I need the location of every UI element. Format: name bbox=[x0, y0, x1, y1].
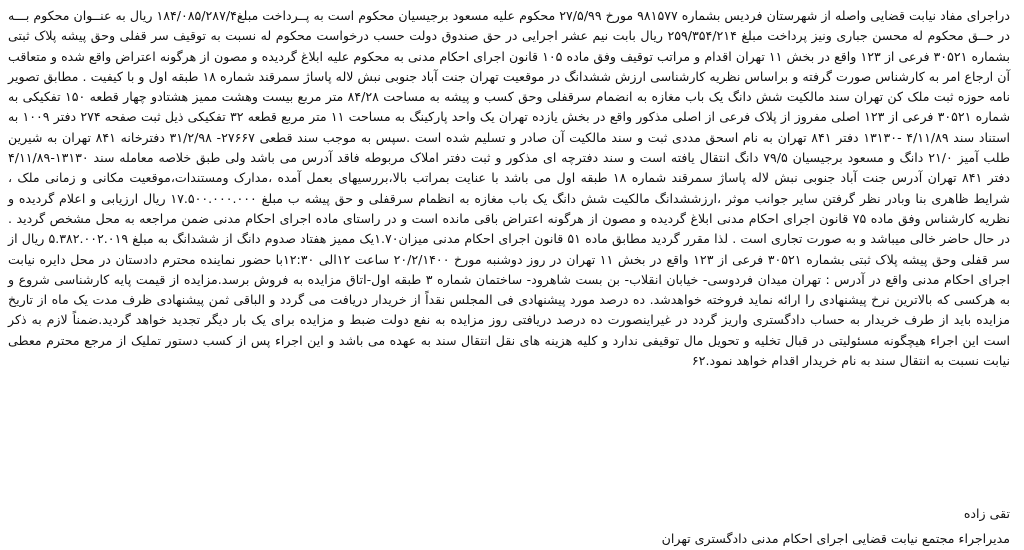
signer-name: تقی زاده bbox=[963, 506, 1010, 521]
signer-office-title: مدیراجراء مجتمع نیابت قضایی اجرای احکام مدنی دادگستری تهران bbox=[661, 531, 1010, 546]
auction-notice-text: دراجرای مفاد نیابت قضایی واصله از شهرستان فردیس بشماره ۹۸۱۵۷۷ مورخ ۲۷/۵/۹۹ محکوم علیه مسعود برجیسیان محکوم است به پــرداخت مبلغ۱۸۴/۰۸۵/۲۸۷/۴ ریال به عنــوان محکوم بـــه در حــق محکوم له محسن جباری ونیز پرداخت مبلغ ۲۵۹/۳۵۴/۲۱۴ ریال بابت نیم عشر اجرایی در حق صندوق دولت حسب درخواست محکوم له نسبت به توقیف سر قفلی وحق پیشه پلاک ثبتی بشماره ۳۰۵۲۱ فرعی از ۱۲۳ واقع در بخش ۱۱ تهران اقدام و مراتب توقیف وفق ماده ۱۰۵ قانون اجرای احکام مدنی به محکوم علیه ابلاغ گردیده و مصون از هرگونه اعتراض واقع شده و متعاقب آن ارجاع امر به کارشناس صورت گرفته و براساس نظریه کارشناسی ارزش ششدانگ در موقعیت تهران جنت آباد جنوبی نبش لاله پاساژ سمرقند شماره ۱۸ طبقه اول و با کیفیت . مطابق تصویر نامه حوزه ثبت ملک کن تهران سند مالکیت شش دانگ یک باب مغازه به انضمام سرقفلی وحق کسب و پیشه به مساحت ۸۴/۲۸ متر مربع بیست وهشت ممیز هشتادو چهار قطعه ۱۵۰ تفکیکی به شماره ۳۰۵۲۱ فرعی از ۱۲۳ اصلی مفروز از پلاک فرعی از اصلی مذکور واقع در بخش یازده تهران یک واحد پارکینگ به مساحت ۱۱ متر مربع قطعه ۳۲ تفکیکی ذیل ثبت صفحه ۲۷۴ دفتر ۱۰۰۹ به استناد سند ۴/۱۱/۸۹ -۱۳۱۳۰ دفتر ۸۴۱ تهران به نام اسحق مددی ثبت و سند مالکیت آن صادر و تسلیم شده است .سپس به موجب سند قطعی ۲۷۶۶۷- ۳۱/۲/۹۸ دفترخانه ۸۴۱ تهران به شیرین طلب آمیز ۲۱/۰ دانگ و مسعود برجیسیان ۷۹/۵ دانگ انتقال یافته است و سند دفترچه ای مذکور و ثبت دفتر املاک مربوطه فاقد آدرس می باشد ولی طبق خلاصه معامله سند ۱۳۱۳۰-۴/۱۱/۸۹ دفتر ۸۴۱ تهران آدرس جنت آباد جنوبی نبش لاله پاساژ سمرقند شماره ۱۸ طبقه اول می باشد با عنایت بمراتب بالا،بررسیهای بعمل آمده ،مدارک ومستندات،موقعیت مکانی و زمانی ملک ، شرایط ظاهری بنا وبادر نظر گرفتن سایر جوانب موثر ،ارزششدانگ مالکیت شش دانگ یک باب مغازه به انظمام سرقفلی و حق پیشه ب مبلغ ۱۷.۵۰۰.۰۰۰.۰۰۰ ریال ارزیابی و اعلام گردیده و نظریه کارشناس وفق ماده ۷۵ قانون اجرای احکام مدنی ابلاغ گردیده و مصون از هرگونه اعتراض باقی مانده است و در راستای ماده اجرای احکام مدنی ضمن مراجعه به محل مشخص گردید . در حال حاضر خالی میباشد و به صورت تجاری است . لذا مقرر گردید مطابق ماده ۵۱ قانون اجرای احکام مدنی میزان۱.۷۰یک ممیز هفتاد صدوم دانگ از ششدانگ به مبلغ ۵.۳۸۲.۰۰۲.۰۱۹ ریال از سر قفلی وحق پیشه پلاک ثبتی بشماره ۳۰۵۲۱ فرعی از ۱۲۳ واقع در بخش ۱۱ تهران در روز دوشنبه مورخ ۲۰/۲/۱۴۰۰ ساعت ۱۲الی ۱۲:۳۰با حضور نماینده محترم دادستان در محل دایره نیابت اجرای احکام مدنی واقع در آدرس : تهران میدان فردوسی- خیابان انقلاب- بن بست شاهرود- ساختمان شماره ۳ طبقه اول-اتاق مزایده به فروش برسد.مزایده از قیمت پایه کارشناسی شروع و به هرکسی که بالاترین نرخ پیشنهادی را ارائه نماید فروخته خواهدشد. ده درصد مورد پیشنهادی فی المجلس نقداً از خریدار دریافت می گردد و الباقی ثمن پیشنهادی ظرف مدت یک ماه از تاریخ مزایده باید از طرف خریدار به حساب دادگستری واریز گردد در غیراینصورت ده درصد دریافتی روز مزایده به نفع دولت ضبط و مزایده برای یک بار دیگر تجدید خواهد گردید.ضمناً لازم به ذکر است این اجراء هیچگونه مسئولیتی در قبال تخلیه و تحویل مال توقیفی ندارد و کلیه هزینه های نقل انتقال سند به عهده می باشد و این اجراء پس از کسب دستور تملیک از مرجع محترم معطی نیابت نسبت به انتقال سند به نام خریدار اقدام خواهد نمود.۶۲ bbox=[8, 8, 1011, 369]
signature-block bbox=[662, 506, 1010, 546]
